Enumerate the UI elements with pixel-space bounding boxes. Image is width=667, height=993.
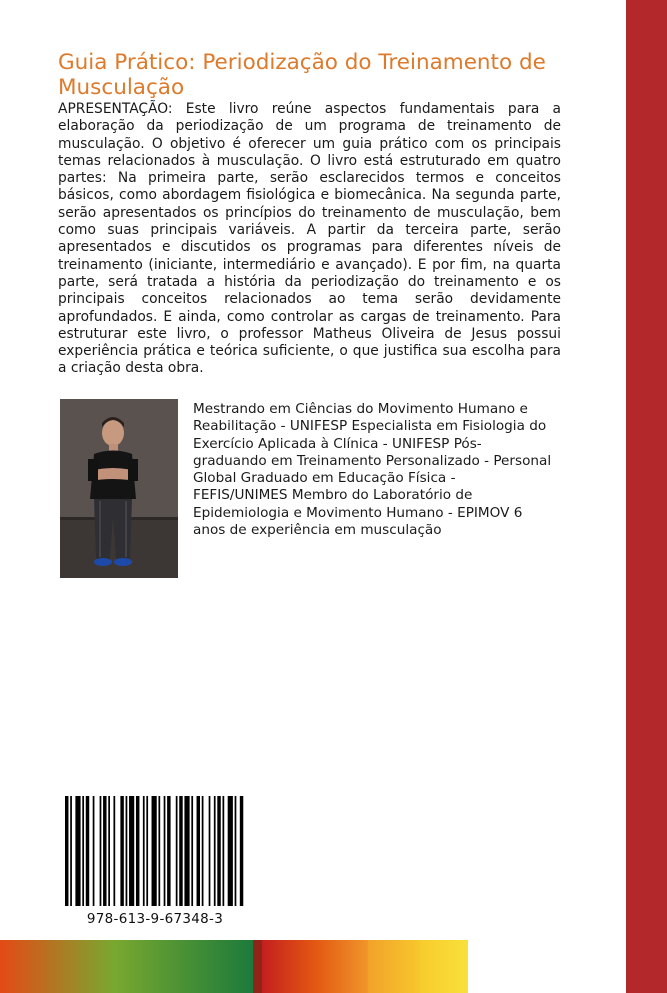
- barcode-bar: [235, 796, 237, 906]
- barcode-bar: [152, 796, 157, 906]
- barcode-bar: [82, 796, 84, 906]
- barcode-bar: [70, 796, 72, 906]
- barcode-bar: [136, 796, 139, 906]
- color-strip-amber: [368, 940, 420, 993]
- book-title: Guia Prático: Periodização do Treinamento de Musculação: [58, 50, 546, 100]
- barcode-bar: [120, 796, 123, 906]
- barcode-bar: [167, 796, 170, 906]
- side-color-band: [626, 0, 667, 993]
- barcode-bar: [113, 796, 115, 906]
- barcode-bar: [191, 796, 193, 906]
- barcode-bar: [202, 796, 204, 906]
- barcode-bar: [228, 796, 233, 906]
- color-strip-orange: [313, 940, 368, 993]
- color-strip-yellow: [420, 940, 468, 993]
- barcode-bar: [143, 796, 145, 906]
- color-strip-dark-red: [253, 940, 262, 993]
- barcode-bar: [129, 796, 134, 906]
- barcode-bar: [86, 796, 89, 906]
- barcode-bar: [126, 796, 128, 906]
- barcode-bar: [100, 796, 102, 906]
- barcode-bar: [108, 796, 110, 906]
- barcode-bar: [240, 796, 243, 906]
- barcode-bar: [158, 796, 160, 906]
- barcode-bar: [214, 796, 216, 906]
- barcode-bar: [75, 796, 80, 906]
- color-strip-red: [262, 940, 313, 993]
- barcode-bar: [164, 796, 166, 906]
- barcode-bar: [146, 796, 148, 906]
- barcode-bar: [179, 796, 182, 906]
- color-strip-white: [468, 940, 626, 993]
- barcode-bar: [93, 796, 95, 906]
- barcode-bar: [176, 796, 178, 906]
- barcode-bar: [65, 796, 68, 906]
- author-bio: Mestrando em Ciências do Movimento Humano e Reabilitação - UNIFESP Especialista em Fisiologia do Exercício Aplicada à Clínica - UNIFESP Pós-graduando em Treinamento Personalizado - Personal Global Graduado em Educação Física - FEFIS/UNIMES Membro do Laboratório de Epidemiologia e Movimento Humano - EPIMOV 6 anos de experiência em musculação: [193, 401, 552, 539]
- book-description: APRESENTAÇÃO: Este livro reúne aspectos fundamentais para a elaboração da periodização de um programa de treinamento de musculação. O objetivo é oferecer um guia prático com os principais temas relacionados à musculação. O livro está estruturado em quatro partes: Na primeira parte, serão esclarecidos termos e conceitos básicos, como abordagem fisiológica e biomecânica. Na segunda parte, serão apresentados os princípios do treinamento de musculação, bem como suas principais variáveis. A partir da terceira parte, serão apresentados e discutidos os programas para diferentes níveis de treinamento (iniciante, intermediário e avançado). E por fim, na quarta parte, será tratada a história da periodização do treinamento e os principais conceitos relacionados ao tema serão devidamente aprofundados. E ainda, como controlar as cargas de treinamento. Para estruturar este livro, o professor Matheus Oliveira de Jesus possui experiência prática e teórica suficiente, o que justifica sua escolha para a criação desta obra.: [58, 101, 561, 377]
- barcode-bar: [184, 796, 189, 906]
- barcode-bar: [103, 796, 106, 906]
- barcode-bar: [223, 796, 225, 906]
- barcode-area: [57, 790, 253, 940]
- barcode: [65, 796, 245, 906]
- isbn-number: 978-613-9-67348-3: [86, 911, 224, 927]
- barcode-bar: [197, 796, 200, 906]
- author-photo: [60, 399, 178, 578]
- barcode-bar: [217, 796, 220, 906]
- color-strip-green: [0, 940, 253, 993]
- barcode-bar: [209, 796, 211, 906]
